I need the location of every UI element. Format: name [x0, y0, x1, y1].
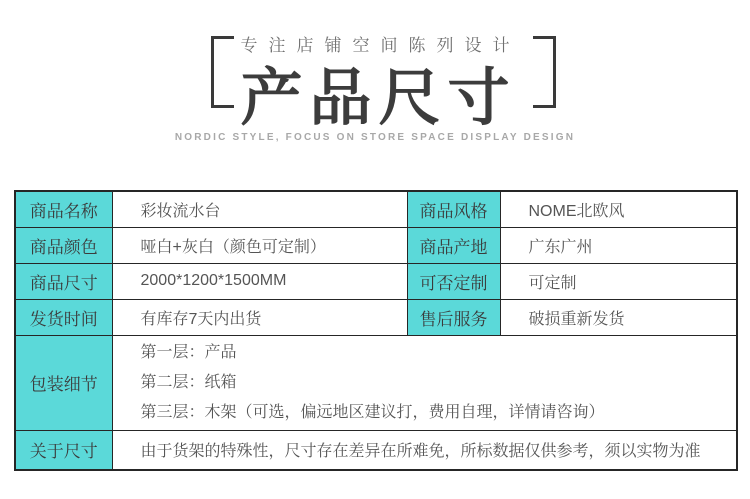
- label-product-color: 商品颜色: [15, 227, 112, 263]
- value-product-origin: 广东广州: [500, 227, 737, 263]
- value-product-color: 哑白+灰白（颜色可定制）: [112, 227, 407, 263]
- label-packaging-details: 包装细节: [15, 335, 112, 430]
- value-packaging-details: [112, 335, 737, 430]
- label-customizable: 可否定制: [407, 263, 500, 299]
- label-about-size: 关于尺寸: [15, 430, 112, 470]
- packaging-layer-1: 第一层：产品: [140, 343, 237, 361]
- label-product-name: 商品名称: [15, 191, 112, 227]
- value-customizable: 可定制: [500, 263, 737, 299]
- page-title: 产品尺寸: [240, 64, 517, 133]
- value-shipping-time: 有库存7天内出货: [112, 299, 407, 335]
- value-after-sales: 破损重新发货: [500, 299, 737, 335]
- packaging-layer-2: 第二层：纸箱: [140, 373, 237, 391]
- packaging-layer-3: 第三层：木架（可选，偏远地区建议打，费用自理，详情请咨询）: [140, 403, 605, 421]
- label-after-sales: 售后服务: [407, 299, 500, 335]
- label-product-style: 商品风格: [407, 191, 500, 227]
- label-product-origin: 商品产地: [407, 227, 500, 263]
- table-row: [15, 299, 737, 335]
- product-spec-table: [14, 190, 738, 471]
- header-tagline: 专注店铺空间陈列设计: [240, 36, 521, 55]
- table-row: [15, 191, 737, 227]
- table-row: [15, 227, 737, 263]
- value-product-name: 彩妆流水台: [112, 191, 407, 227]
- label-product-size: 商品尺寸: [15, 263, 112, 299]
- table-row-packaging: [15, 335, 737, 430]
- value-product-size: 2000*1200*1500MM: [112, 263, 407, 299]
- value-about-size: 由于货架的特殊性，尺寸存在差异在所难免，所标数据仅供参考，须以实物为准: [112, 430, 737, 470]
- table-row-about-size: [15, 430, 737, 470]
- label-shipping-time: 发货时间: [15, 299, 112, 335]
- header-subtitle: NORDIC STYLE, FOCUS ON STORE SPACE DISPLAY DESIGN: [174, 132, 576, 143]
- value-product-style: NOME北欧风: [500, 191, 737, 227]
- table-row: [15, 263, 737, 299]
